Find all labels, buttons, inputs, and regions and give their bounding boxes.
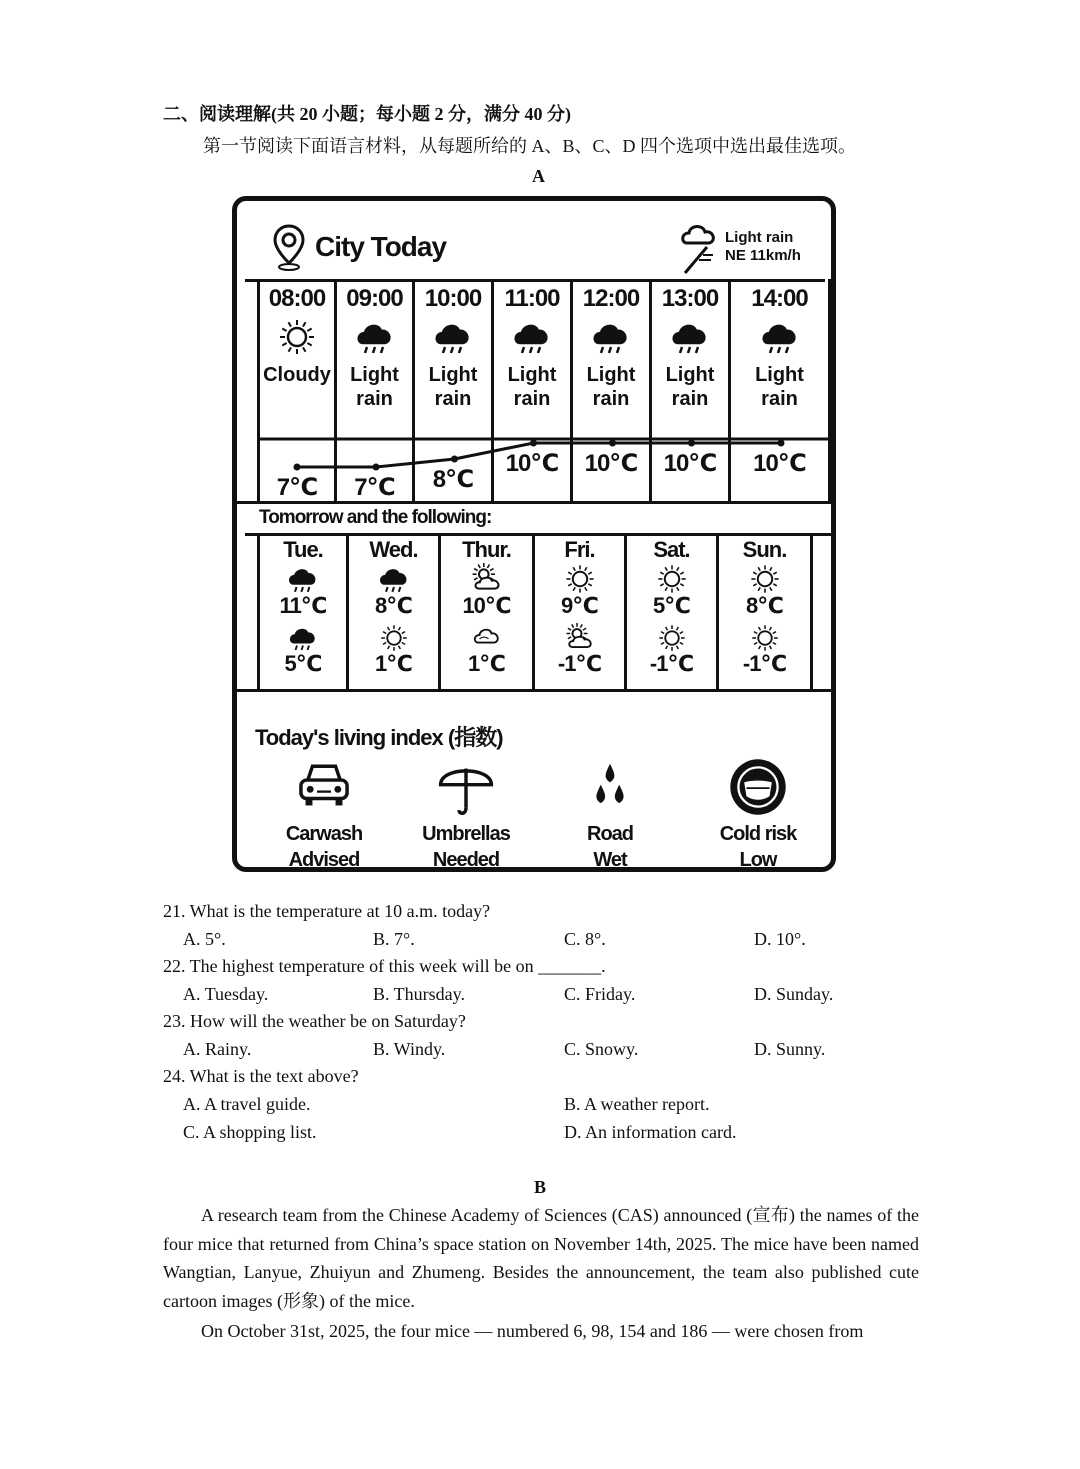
hour-temperature: 10℃: [505, 450, 559, 477]
water-drops-icon: [580, 757, 640, 817]
living-index-item: [693, 757, 823, 873]
question-stem: 22. The highest temperature of this week will be on _______.: [163, 956, 606, 976]
rain-cloud-icon: [287, 563, 319, 595]
hour-time: 13:00: [661, 285, 719, 312]
sun-icon: [749, 563, 781, 595]
hour-temperature: 7℃: [354, 474, 395, 501]
temperature-point: [294, 464, 301, 471]
temperature-point: [530, 440, 537, 447]
living-index-line1: Carwash: [285, 823, 363, 845]
card-header: [245, 209, 825, 282]
day-high-temperature: 11℃: [279, 593, 327, 618]
hour-temperature: 10℃: [663, 450, 717, 477]
day-low-temperature: -1℃: [557, 651, 602, 676]
temperature-point: [609, 440, 616, 447]
hour-condition-line1: Light: [350, 364, 399, 386]
sun-icon: [750, 623, 780, 653]
passage-a-label: A: [532, 166, 545, 186]
question-option: B. 7°.: [373, 929, 415, 949]
umbrella-icon: [436, 757, 496, 817]
living-index-line2: Wet: [593, 849, 627, 871]
hour-temperature: 7℃: [276, 474, 318, 501]
hour-temperature: 8℃: [432, 466, 474, 493]
hour-time: 12:00: [582, 285, 640, 312]
question-option: D. Sunday.: [754, 984, 834, 1004]
living-index-item: [401, 757, 531, 873]
hour-time: 10:00: [424, 285, 482, 312]
section-title: 二、阅读理解(共 20 小题；每小题 2 分，满分 40 分): [163, 104, 571, 124]
question-stem: 23. How will the weather be on Saturday?: [163, 1011, 466, 1031]
question-option: A. A travel guide.: [183, 1094, 311, 1114]
question-option: B. A weather report.: [564, 1094, 710, 1114]
living-index-line1: Road: [587, 823, 633, 845]
daily-forecast: [237, 533, 831, 692]
cloud-icon: [472, 623, 502, 653]
living-index-line2: Advised: [288, 849, 360, 871]
day-low-temperature: -1℃: [742, 651, 787, 676]
hour-condition-line2: rain: [513, 388, 551, 410]
day-name: Sat.: [653, 537, 690, 562]
car-icon: [294, 757, 354, 817]
day-name: Sun.: [742, 537, 787, 562]
hour-condition-line1: Light: [586, 364, 636, 386]
temperature-point: [688, 440, 695, 447]
rain-wind-icon: [677, 217, 725, 277]
tomorrow-label: Tomorrow and the following:: [259, 507, 492, 528]
question-option: C. A shopping list.: [183, 1122, 317, 1142]
passage-b-paragraph-2: On October 31st, 2025, the four mice — numbered 6, 98, 154 and 186 — were chosen from: [201, 1321, 864, 1341]
sun-icon: [379, 623, 409, 653]
hour-condition-line2: rain: [356, 388, 393, 410]
day-column: [349, 533, 441, 689]
hour-condition-line1: Cloudy: [263, 364, 331, 386]
passage-b-text: [163, 1201, 919, 1346]
partly-cloudy-icon: [471, 563, 503, 595]
question-option: C. Friday.: [564, 984, 636, 1004]
rain-cloud-icon: [378, 563, 410, 595]
mask-icon: [728, 757, 788, 817]
hour-condition-line1: Light: [428, 364, 478, 386]
living-index-item: [545, 757, 675, 873]
day-name: Fri.: [564, 537, 595, 562]
question-option: A. Rainy.: [183, 1039, 252, 1059]
rain-cloud-icon: [288, 623, 318, 653]
weather-card: [232, 196, 836, 872]
day-low-temperature: 1℃: [468, 651, 505, 676]
card-title: City Today: [315, 231, 447, 262]
current-condition-text: Light rain: [725, 229, 794, 246]
living-index-line1: Cold risk: [719, 823, 797, 845]
day-column: [441, 533, 535, 689]
day-column: [535, 533, 627, 689]
tomorrow-header: [245, 507, 831, 536]
sun-icon: [656, 563, 688, 595]
hour-condition-line1: Light: [507, 364, 557, 386]
hour-condition-line2: rain: [671, 388, 709, 410]
location-pin-icon: [271, 223, 307, 271]
temperature-point: [451, 456, 458, 463]
living-index-line1: Umbrellas: [422, 823, 510, 845]
day-high-temperature: 8℃: [746, 593, 783, 618]
hour-condition-line1: Light: [755, 364, 804, 386]
question-option: C. 8°.: [564, 929, 606, 949]
hour-time: 11:00: [504, 285, 560, 312]
question-stem: 21. What is the temperature at 10 a.m. today?: [163, 901, 491, 921]
temperature-point: [373, 464, 380, 471]
living-index-line2: Needed: [432, 849, 500, 871]
wind-text: NE 11km/h: [725, 247, 801, 264]
living-index-item: [259, 757, 389, 873]
day-name: Tue.: [283, 537, 323, 562]
day-low-temperature: -1℃: [649, 651, 694, 676]
question-option: B. Thursday.: [373, 984, 465, 1004]
living-index-line2: Low: [739, 849, 777, 871]
hour-condition-line2: rain: [592, 388, 630, 410]
day-low-temperature: 5℃: [284, 651, 322, 676]
living-index-title: Today's living index (指数): [255, 725, 503, 750]
question-option: A. Tuesday.: [183, 984, 269, 1004]
question-stem: 24. What is the text above?: [163, 1066, 359, 1086]
hour-temperature: 10℃: [753, 450, 806, 477]
hour-time: 08:00: [268, 285, 326, 312]
partly-cloudy-icon: [565, 623, 595, 653]
section-instruction: 第一节阅读下面语言材料，从每题所给的 A、B、C、D 四个选项中选出最佳选项。: [203, 136, 857, 156]
passage-b-paragraph-1: A research team from the Chinese Academy of Sciences (CAS) announced (宣布) the names of the four mice that returned from China’s space station on November 14th, 2025. The mice have been named Wangtian, Lanyue, Zhuiyun and Zhumeng. Besides the announcement, the team also published cute cartoon images (形象) of the mice.: [163, 1205, 919, 1311]
question-option: D. An information card.: [564, 1122, 737, 1142]
temperature-point: [778, 440, 785, 447]
hour-condition-line1: Light: [665, 364, 715, 386]
hour-condition-line2: rain: [761, 388, 798, 410]
passage-b-label: B: [534, 1177, 547, 1197]
question-option: D. Sunny.: [754, 1039, 826, 1059]
hourly-forecast: [237, 279, 831, 504]
day-column: [627, 533, 719, 689]
day-high-temperature: 9℃: [561, 593, 598, 618]
day-name: Wed.: [369, 537, 418, 562]
hour-condition-line2: rain: [434, 388, 472, 410]
question-option: A. 5°.: [183, 929, 226, 949]
question-option: C. Snowy.: [564, 1039, 639, 1059]
day-high-temperature: 10℃: [462, 593, 511, 618]
question-option: B. Windy.: [373, 1039, 446, 1059]
sun-icon: [564, 563, 596, 595]
hour-time: 09:00: [346, 285, 403, 312]
day-column: [719, 533, 813, 689]
current-condition: [725, 229, 801, 265]
question-option: D. 10°.: [754, 929, 806, 949]
temperature-trend-line: [297, 443, 781, 467]
day-high-temperature: 8℃: [375, 593, 412, 618]
day-low-temperature: 1℃: [375, 651, 412, 676]
day-name: Thur.: [462, 537, 511, 562]
hour-time: 14:00: [751, 285, 808, 312]
hour-temperature: 10℃: [584, 450, 638, 477]
temperature-line: [237, 279, 831, 501]
sun-icon: [657, 623, 687, 653]
day-column: [257, 533, 349, 689]
day-high-temperature: 5℃: [653, 593, 690, 618]
